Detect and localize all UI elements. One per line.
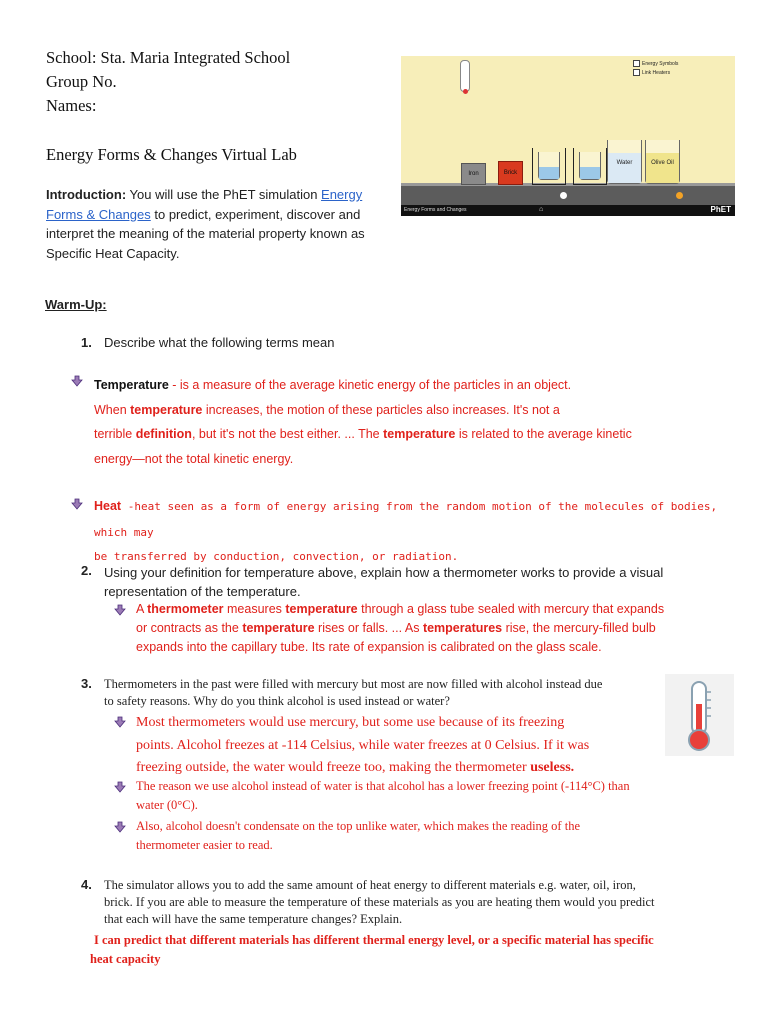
oil-beaker	[645, 140, 680, 184]
answer-text: rise, the mercury-filled bulb	[502, 621, 656, 635]
q4-text	[104, 877, 744, 928]
water-label: Water	[616, 160, 633, 166]
question-text: Using your definition for temperature above, explain how a thermometer works to provide a visual	[104, 565, 664, 580]
water-beaker	[607, 140, 642, 184]
intro-text: Specific Heat Capacity.	[46, 245, 180, 261]
definition-text: - is a measure of the average kinetic energy of the particles in an object.	[168, 378, 572, 392]
q1-number: 1.	[81, 335, 92, 350]
question-text: The simulator allows you to add the same amount of heat energy to different materials e.g. water, oil, iron,	[104, 878, 636, 892]
sim-nav-bar	[401, 205, 735, 216]
answer-text: The reason we use alcohol instead of water is that alcohol has a lower freezing point (-114°C) than	[136, 779, 630, 793]
answer-text: Most thermometers would use mercury, but some use because of its freezing	[136, 715, 565, 730]
definition-text: , but it's not the best either. ... The	[191, 427, 384, 441]
warmup-heading: Warm-Up:	[45, 297, 107, 312]
arrow-bullet-icon	[71, 498, 83, 510]
answer-text: temperature	[242, 621, 315, 635]
definition-text: temperature	[383, 427, 456, 441]
question-text: Thermometers in the past were filled with mercury but most are now filled with alcohol instead due	[104, 677, 603, 691]
sim-legend	[633, 60, 678, 76]
reset-button	[676, 192, 683, 199]
answer-text: temperature	[285, 602, 358, 616]
answer-text: rises or falls. ... As	[314, 621, 423, 635]
q3-answer-b	[136, 777, 736, 815]
term-heat: Heat	[94, 499, 122, 513]
answer-text: thermometer easier to read.	[136, 838, 273, 852]
definition-text: terrible	[94, 427, 136, 441]
beaker	[538, 152, 560, 180]
q3-answer-a	[136, 712, 666, 780]
group-line: Group No.	[46, 72, 117, 91]
brick-block	[498, 161, 523, 185]
thermometer-icon	[460, 60, 470, 92]
answer-text: temperatures	[422, 621, 503, 635]
definition-text: be transferred by conduction, convection, or radiation.	[94, 550, 459, 563]
answer-text: Also, alcohol doesn't condensate on the top unlike water, which makes the reading of the	[136, 819, 580, 833]
school-line: School: Sta. Maria Integrated School	[46, 48, 291, 67]
legend-link-heaters: Link Heaters	[642, 69, 671, 76]
answer-text: or contracts as the	[136, 621, 243, 635]
answer-text: freezing outside, the water would freeze too, making the thermometer	[136, 760, 531, 775]
definition-text: definition	[135, 427, 192, 441]
arrow-bullet-icon	[71, 375, 83, 387]
question-text: representation of the temperature.	[104, 584, 301, 599]
answer-text: water (0°C).	[136, 798, 198, 812]
thermometer-icon	[665, 674, 734, 756]
thermometer-image	[665, 674, 734, 756]
definition-text: When	[94, 402, 131, 417]
q4-number: 4.	[81, 877, 92, 892]
answer-text: through a glass tube sealed with mercury that expands	[357, 602, 665, 616]
play-button	[560, 192, 567, 199]
definition-text: increases, the motion of these particles also increases. It's not a	[202, 402, 560, 417]
phet-link[interactable]: Energy	[321, 187, 363, 202]
definition-text: energy—not the total kinetic energy.	[94, 451, 294, 466]
phet-link-cont[interactable]: Forms & Changes	[46, 206, 151, 222]
q2-number: 2.	[81, 563, 92, 578]
answer-text: thermometer	[147, 602, 224, 616]
introduction-paragraph	[46, 185, 391, 263]
definition-text: -heat seen as a form of energy arising from the random motion of the molecules of bodies, which may	[94, 500, 718, 539]
q2-answer	[136, 600, 736, 657]
brick-label: Brick	[503, 170, 518, 176]
heat-definition	[94, 494, 744, 570]
beaker	[579, 152, 601, 180]
q1-text: Describe what the following terms mean	[104, 335, 335, 350]
term-temperature: Temperature	[94, 378, 169, 392]
question-text: that each will have the same temperature changes? Explain.	[104, 912, 403, 926]
answer-text: useless.	[530, 760, 575, 775]
answer-text: measures	[223, 602, 286, 616]
intro-label: Introduction:	[46, 187, 127, 202]
iron-block	[461, 163, 486, 185]
arrow-bullet-icon	[114, 604, 126, 616]
arrow-bullet-icon	[114, 716, 126, 728]
answer-text: heat capacity	[90, 952, 161, 966]
legend-energy-symbols: Energy Symbols	[642, 60, 679, 67]
q3-number: 3.	[81, 676, 92, 691]
intro-text: interpret the meaning of the material property known as	[46, 226, 365, 241]
arrow-bullet-icon	[114, 781, 126, 793]
olive-oil-label: Olive Oil	[651, 160, 674, 166]
phet-logo: PhET	[710, 205, 731, 214]
answer-text: points. Alcohol freezes at -114 Celsius, while water freezes at 0 Celsius. If it was	[136, 737, 590, 753]
iron-label: Iron	[468, 171, 479, 177]
home-icon: ⌂	[539, 206, 544, 213]
intro-text: You will use the PhET simulation	[126, 187, 322, 202]
names-line: Names:	[46, 96, 97, 115]
definition-text: is related to the average kinetic	[455, 427, 632, 441]
phet-simulation-image	[401, 56, 735, 216]
q3-answer-c	[136, 817, 736, 855]
q2-text	[104, 563, 724, 601]
intro-text: to predict, experiment, discover and	[150, 206, 361, 222]
q4-answer	[90, 931, 750, 969]
q3-text	[104, 676, 664, 710]
page-title: Energy Forms & Changes Virtual Lab	[46, 145, 297, 164]
answer-text: expands into the capillary tube. Its rate of expansion is calibrated on the glass scale.	[136, 640, 602, 654]
temperature-definition	[94, 373, 734, 471]
arrow-bullet-icon	[114, 821, 126, 833]
sim-title: Energy Forms and Changes	[404, 207, 467, 213]
question-text: brick. If you are able to measure the temperature of these materials as you are heating them would you predict	[104, 895, 655, 909]
definition-text: temperature	[130, 402, 203, 417]
answer-text: A	[136, 602, 148, 616]
answer-text: I can predict that different materials has different thermal energy level, or a specific material has specific	[94, 933, 654, 947]
question-text: to safety reasons. Why do you think alcohol is used instead or water?	[104, 694, 450, 708]
